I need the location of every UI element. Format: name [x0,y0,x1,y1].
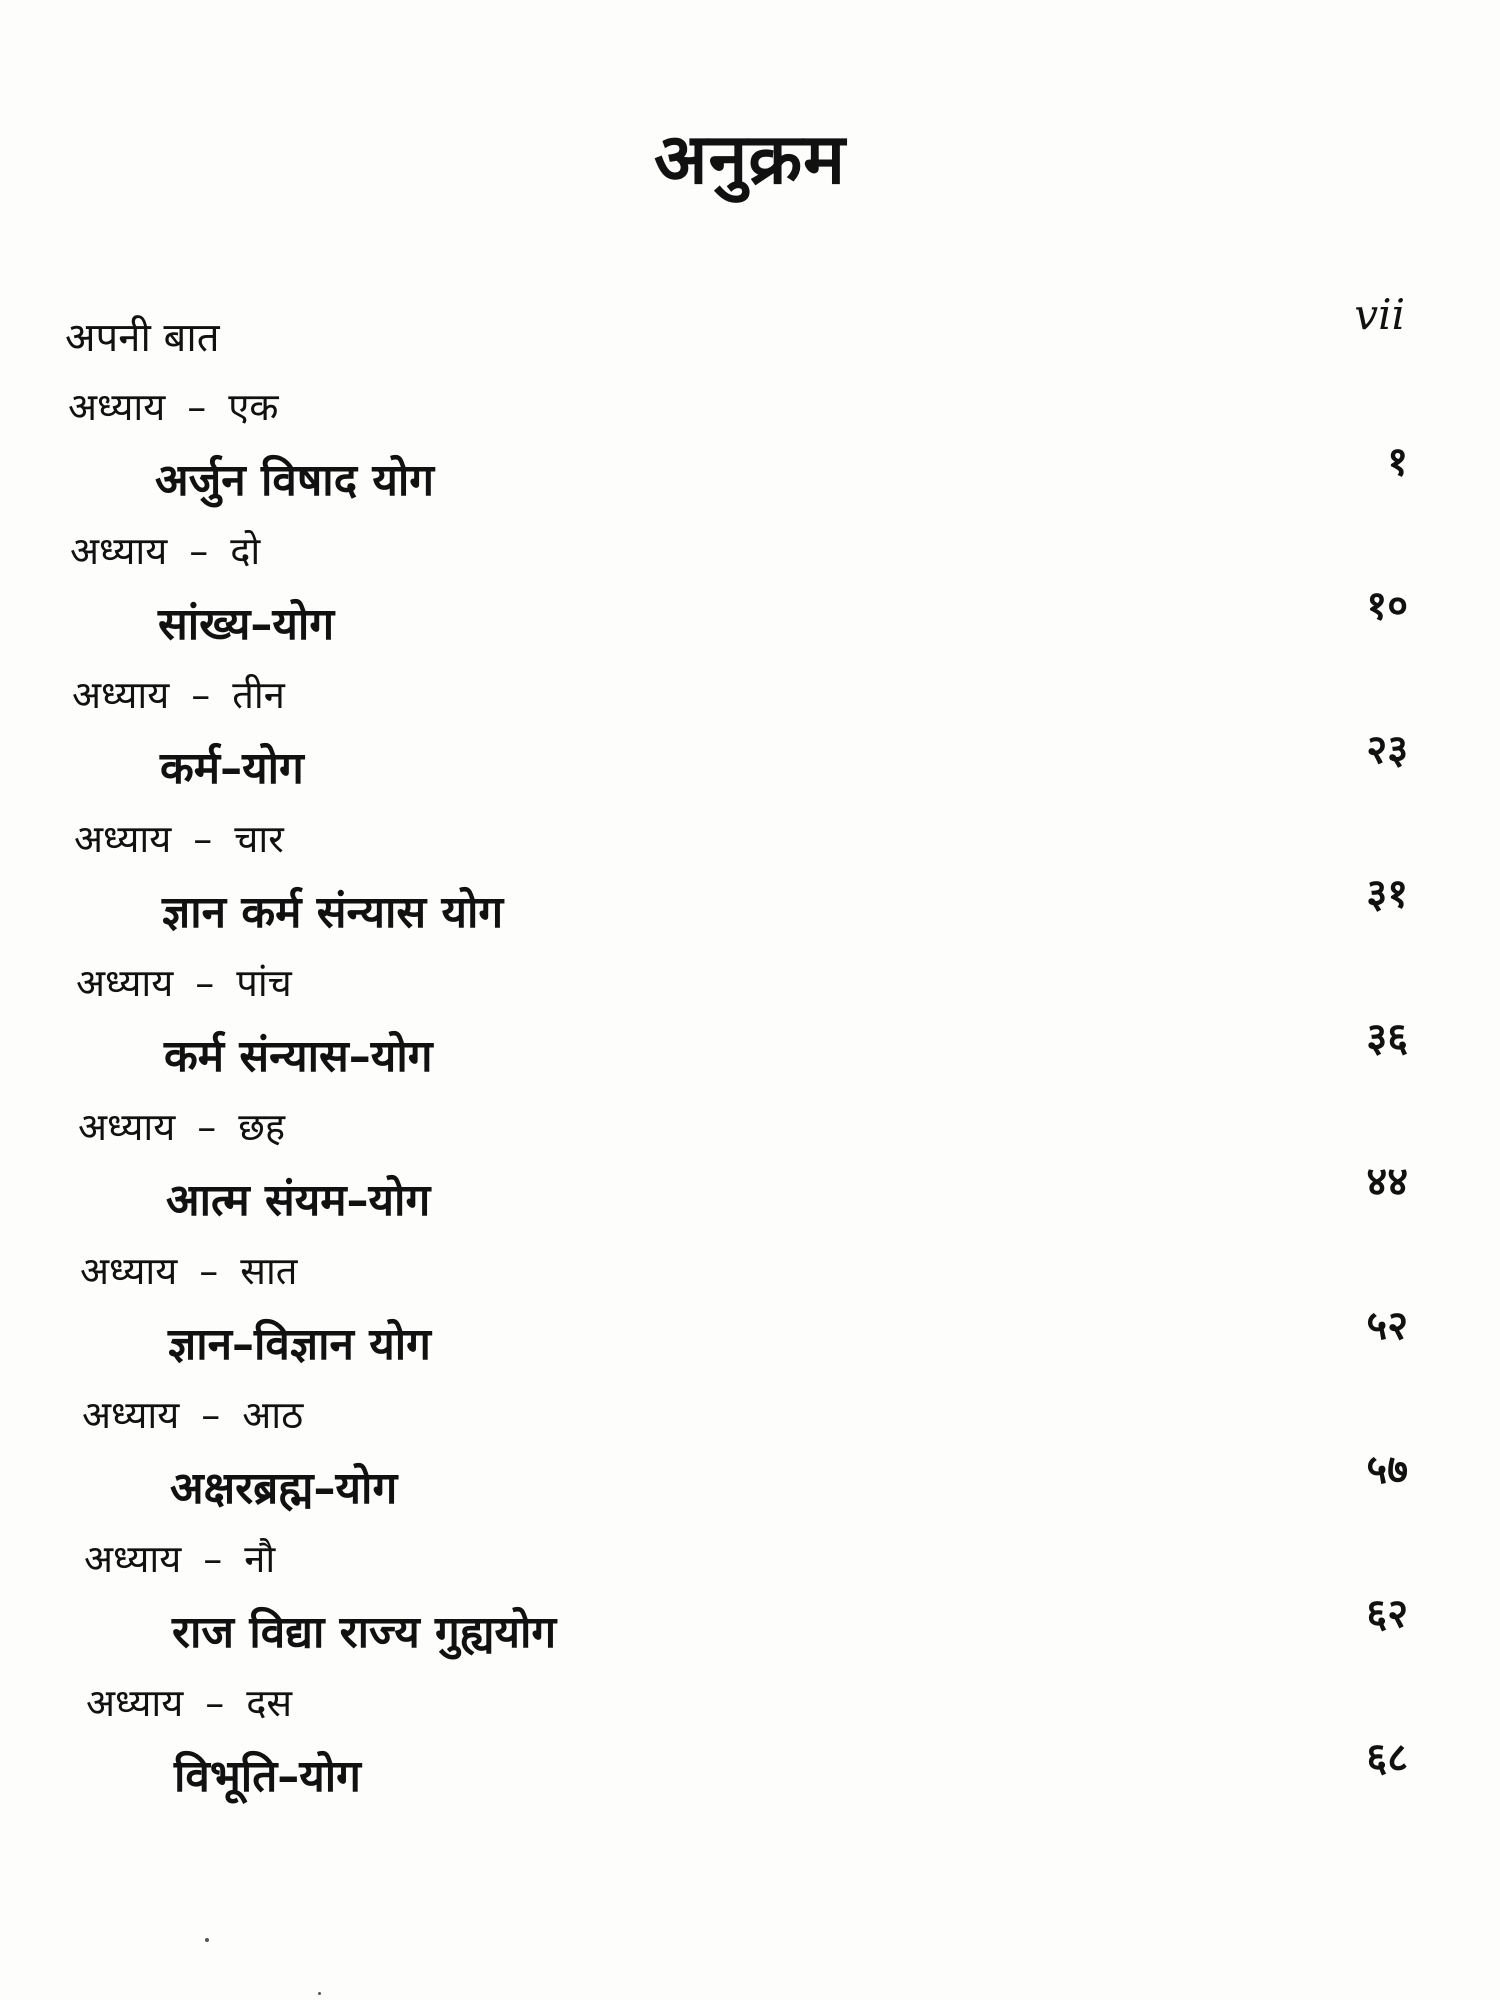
toc-entry [0,668,1500,812]
page-title: अनुक्रम [654,118,846,200]
chapter-label-prefix: अध्याय [76,961,174,1005]
chapter-title: ज्ञान कर्म संन्यास योग [162,887,504,938]
chapter-label-prefix: अध्याय [82,1393,180,1437]
chapter-label-prefix: अध्याय [72,673,170,717]
chapter-title: अक्षरब्रह्म–योग [170,1463,398,1514]
chapter-title: विभूति–योग [174,1751,361,1802]
chapter-page-number: ३१ [1366,871,1408,917]
chapter-label [72,668,285,720]
chapter-label [86,1676,292,1728]
chapter-label-prefix: अध्याय [70,529,168,573]
toc-entry [0,1388,1500,1532]
chapter-label [74,812,284,864]
chapter-page-number: १० [1366,583,1408,629]
toc-entry [0,524,1500,668]
chapter-label [84,1532,275,1584]
toc-entry [0,812,1500,956]
chapter-label [70,524,260,576]
chapter-page-number: २३ [1366,727,1408,773]
chapter-label-dash: – [189,529,209,573]
chapter-label-prefix: अध्याय [74,817,172,861]
chapter-number-word: दस [246,1681,293,1725]
chapter-title: आत्म संयम–योग [166,1175,431,1226]
chapter-title: सांख्य–योग [158,599,335,650]
chapter-number-word: एक [228,385,279,429]
chapter-label-prefix: अध्याय [84,1537,182,1581]
preface-page-number: vii [1354,290,1405,339]
chapter-page-number: ३६ [1366,1015,1408,1061]
chapter-page-number: ६२ [1366,1591,1408,1637]
chapter-number-word: आठ [242,1393,304,1437]
chapter-label [68,380,278,432]
chapter-label [78,1100,285,1152]
chapter-title: कर्म संन्यास–योग [164,1031,433,1082]
toc-entry [0,1676,1500,1820]
chapter-label-prefix: अध्याय [68,385,166,429]
toc-entry [0,1532,1500,1676]
chapter-label-dash: – [203,1537,223,1581]
chapter-page-number: ५२ [1366,1303,1408,1349]
toc-entry [0,956,1500,1100]
chapter-label [80,1244,297,1296]
table-of-contents [0,380,1500,1820]
chapter-title: कर्म–योग [160,743,304,794]
chapter-label-dash: – [201,1393,221,1437]
chapter-number-word: पांच [236,961,292,1005]
chapter-label-dash: – [199,1249,219,1293]
chapter-label [76,956,292,1008]
chapter-number-word: तीन [232,673,285,717]
chapter-label-dash: – [197,1105,217,1149]
chapter-page-number: ५७ [1366,1447,1408,1493]
chapter-label-prefix: अध्याय [80,1249,178,1293]
chapter-number-word: सात [240,1249,298,1293]
toc-entry [0,1100,1500,1244]
chapter-title: ज्ञान–विज्ञान योग [168,1319,431,1370]
chapter-page-number: ६८ [1366,1735,1408,1781]
chapter-page-number: ४४ [1366,1159,1408,1205]
toc-entry [0,1244,1500,1388]
chapter-label-dash: – [191,673,211,717]
chapter-title: अर्जुन विषाद योग [155,455,435,506]
chapter-title: राज विद्या राज्य गुह्ययोग [172,1607,557,1658]
chapter-label-dash: – [205,1681,225,1725]
chapter-number-word: दो [230,529,261,573]
toc-entry [0,380,1500,524]
chapter-number-word: नौ [244,1537,276,1581]
scan-speck [318,1992,321,1995]
chapter-number-word: चार [234,817,284,861]
chapter-label-prefix: अध्याय [86,1681,184,1725]
chapter-label [82,1388,303,1440]
chapter-label-dash: – [187,385,207,429]
chapter-number-word: छह [238,1105,286,1149]
scan-speck [205,1938,209,1942]
chapter-page-number: १ [1387,439,1408,485]
preface-label: अपनी बात [65,315,220,361]
chapter-label-dash: – [193,817,213,861]
chapter-label-dash: – [195,961,215,1005]
chapter-label-prefix: अध्याय [78,1105,176,1149]
